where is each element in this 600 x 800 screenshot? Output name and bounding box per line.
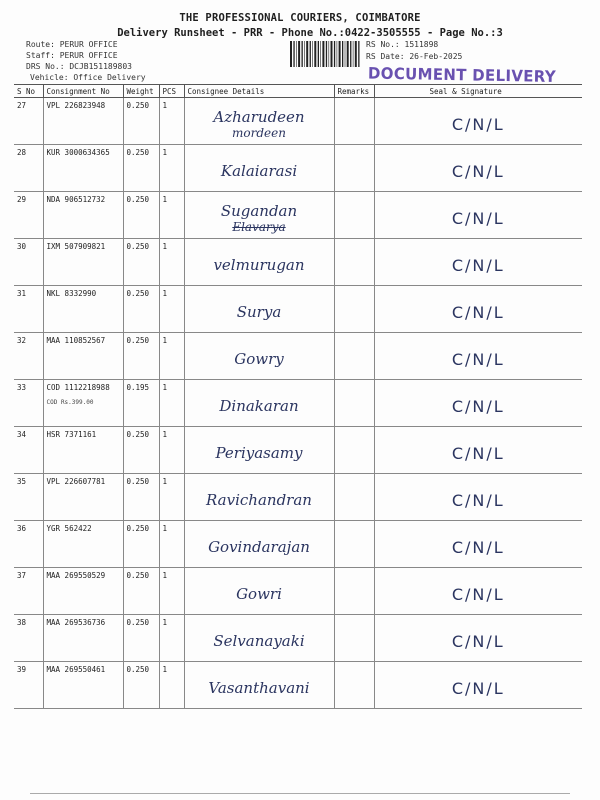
row-remarks <box>334 615 374 662</box>
row-sno: 33 <box>14 380 43 427</box>
row-sno: 38 <box>14 615 43 662</box>
row-pcs: 1 <box>159 239 184 286</box>
row-consignee <box>184 380 334 427</box>
consignment-number: COD 1112218988 <box>46 383 110 392</box>
barcode-bar <box>314 41 316 67</box>
col-weight: Weight <box>123 85 159 98</box>
barcode-bar <box>329 41 330 67</box>
barcode-bar <box>302 41 303 67</box>
barcode-bar <box>306 41 308 67</box>
row-consignment <box>43 286 123 333</box>
consignee-name-extra: mordeen <box>232 126 286 140</box>
barcode-bar <box>334 41 335 67</box>
barcode-bar <box>350 41 351 67</box>
runsheet-table <box>14 84 582 709</box>
row-remarks <box>334 286 374 333</box>
row-consignee <box>184 192 334 239</box>
rs-number: RS No.: 1511898 <box>366 40 439 49</box>
col-remarks: Remarks <box>334 85 374 98</box>
row-consignee <box>184 239 334 286</box>
barcode-bar <box>320 41 321 67</box>
row-remarks <box>334 427 374 474</box>
row-sno: 29 <box>14 192 43 239</box>
table-row <box>14 239 582 286</box>
row-consignee <box>184 98 334 145</box>
consignment-number: YGR 562422 <box>46 524 92 533</box>
row-pcs: 1 <box>159 145 184 192</box>
row-seal-signature: C/N/L <box>374 192 582 239</box>
row-seal-signature: C/N/L <box>374 145 582 192</box>
row-consignee <box>184 474 334 521</box>
consignee-name: Selvanayaki <box>213 632 305 650</box>
consignment-number: VPL 226823948 <box>46 101 106 110</box>
row-sno: 34 <box>14 427 43 474</box>
consignment-number: MAA 269550529 <box>46 571 106 580</box>
barcode-bar <box>353 41 354 67</box>
barcode-image <box>290 41 360 67</box>
row-pcs: 1 <box>159 662 184 709</box>
row-consignee <box>184 286 334 333</box>
row-sno: 28 <box>14 145 43 192</box>
row-consignee <box>184 662 334 709</box>
row-remarks <box>334 239 374 286</box>
row-consignee <box>184 333 334 380</box>
staff-label: Staff: PERUR OFFICE <box>26 51 118 60</box>
consignment-number: MAA 110852567 <box>46 336 106 345</box>
rs-date: RS Date: 26-Feb-2025 <box>366 52 463 61</box>
barcode-bar <box>355 41 357 67</box>
row-consignment <box>43 98 123 145</box>
row-pcs: 1 <box>159 333 184 380</box>
barcode-bar <box>345 41 346 67</box>
consignment-number: IXM 507909821 <box>46 242 106 251</box>
row-consignment <box>43 521 123 568</box>
row-remarks <box>334 333 374 380</box>
row-sno: 32 <box>14 333 43 380</box>
row-sno: 36 <box>14 521 43 568</box>
row-pcs: 1 <box>159 615 184 662</box>
page-bottom-rule <box>30 793 570 794</box>
consignment-number: NDA 906512732 <box>46 195 106 204</box>
table-row <box>14 427 582 474</box>
row-seal-signature: C/N/L <box>374 333 582 380</box>
row-seal-signature: C/N/L <box>374 521 582 568</box>
table-row <box>14 380 582 427</box>
table-row <box>14 615 582 662</box>
consignee-name-extra: Elavarya <box>232 220 286 234</box>
row-consignee <box>184 427 334 474</box>
barcode-bar <box>293 41 294 67</box>
consignee-name: Vasanthavani <box>208 679 310 697</box>
row-remarks <box>334 568 374 615</box>
table-row <box>14 333 582 380</box>
row-seal-signature: C/N/L <box>374 615 582 662</box>
row-weight: 0.250 <box>123 286 159 333</box>
row-remarks <box>334 192 374 239</box>
barcode-bar <box>296 41 297 67</box>
row-pcs: 1 <box>159 474 184 521</box>
row-consignment <box>43 145 123 192</box>
consignee-name: Sugandan <box>220 202 298 220</box>
row-sno: 37 <box>14 568 43 615</box>
row-sno: 39 <box>14 662 43 709</box>
row-pcs: 1 <box>159 98 184 145</box>
consignment-number: HSR 7371161 <box>46 430 97 439</box>
row-sno: 31 <box>14 286 43 333</box>
table-row <box>14 192 582 239</box>
row-sno: 35 <box>14 474 43 521</box>
row-consignment <box>43 239 123 286</box>
table-row <box>14 286 582 333</box>
row-consignment <box>43 568 123 615</box>
consignee-name: Gowry <box>234 350 284 368</box>
row-seal-signature: C/N/L <box>374 662 582 709</box>
row-weight: 0.250 <box>123 474 159 521</box>
route-label: Route: PERUR OFFICE <box>26 40 118 49</box>
barcode-bar <box>337 41 338 67</box>
col-consignment: Consignment No <box>43 85 123 98</box>
row-consignee <box>184 568 334 615</box>
row-weight: 0.250 <box>123 333 159 380</box>
consignee-name: Govindarajan <box>208 538 310 556</box>
row-pcs: 1 <box>159 192 184 239</box>
row-consignment <box>43 333 123 380</box>
consignment-number: MAA 269550461 <box>46 665 106 674</box>
row-seal-signature: C/N/L <box>374 474 582 521</box>
consignee-name: Surya <box>236 303 282 321</box>
barcode-bar <box>312 41 313 67</box>
row-weight: 0.250 <box>123 239 159 286</box>
barcode-bar <box>339 41 341 67</box>
document-delivery-stamp: DOCUMENT DELIVERY <box>367 63 557 87</box>
row-pcs: 1 <box>159 521 184 568</box>
barcode-bar <box>347 41 349 67</box>
row-sno: 27 <box>14 98 43 145</box>
row-consignment <box>43 615 123 662</box>
row-remarks <box>334 521 374 568</box>
row-pcs: 1 <box>159 380 184 427</box>
row-remarks <box>334 145 374 192</box>
consignee-name: Ravichandran <box>206 491 312 509</box>
row-pcs: 1 <box>159 286 184 333</box>
row-sno: 30 <box>14 239 43 286</box>
company-title: THE PROFESSIONAL COURIERS, COIMBATORE <box>179 12 421 24</box>
row-weight: 0.250 <box>123 427 159 474</box>
consignment-number: MAA 269536736 <box>46 618 106 627</box>
barcode-bar <box>298 41 300 67</box>
col-consignee: Consignee Details <box>184 85 334 98</box>
consignment-number: NKL 8332990 <box>46 289 97 298</box>
consignee-name: Kalaiarasi <box>220 162 298 180</box>
consignee-name: Azharudeen <box>213 108 305 126</box>
table-row <box>14 568 582 615</box>
row-remarks <box>334 474 374 521</box>
row-seal-signature: C/N/L <box>374 380 582 427</box>
row-consignee <box>184 615 334 662</box>
barcode-bar <box>342 41 343 67</box>
table-row <box>14 521 582 568</box>
row-seal-signature: C/N/L <box>374 286 582 333</box>
row-consignee <box>184 145 334 192</box>
row-consignment <box>43 427 123 474</box>
row-weight: 0.250 <box>123 145 159 192</box>
consignment-number: VPL 226607781 <box>46 477 106 486</box>
table-row <box>14 662 582 709</box>
row-weight: 0.195 <box>123 380 159 427</box>
consignee-name: velmurugan <box>213 256 305 274</box>
row-pcs: 1 <box>159 568 184 615</box>
consignee-name: Dinakaran <box>219 397 299 415</box>
table-row <box>14 474 582 521</box>
row-weight: 0.250 <box>123 568 159 615</box>
row-consignment <box>43 662 123 709</box>
barcode-bar <box>318 41 319 67</box>
row-consignee <box>184 521 334 568</box>
row-pcs: 1 <box>159 427 184 474</box>
row-remarks <box>334 662 374 709</box>
row-seal-signature: C/N/L <box>374 568 582 615</box>
row-remarks <box>334 98 374 145</box>
row-weight: 0.250 <box>123 192 159 239</box>
barcode-bar <box>358 41 359 67</box>
table-row <box>14 98 582 145</box>
row-remarks <box>334 380 374 427</box>
barcode-bar <box>331 41 333 67</box>
col-seal: Seal & Signature <box>374 85 582 98</box>
barcode-bar <box>310 41 311 67</box>
consignee-name: Gowri <box>236 585 282 603</box>
row-seal-signature: C/N/L <box>374 98 582 145</box>
row-consignment <box>43 380 123 427</box>
row-weight: 0.250 <box>123 98 159 145</box>
cod-amount: COD Rs.399.00 <box>46 399 94 406</box>
row-seal-signature: C/N/L <box>374 427 582 474</box>
consignee-name: Periyasamy <box>215 444 303 462</box>
vehicle-label: Vehicle: Office Delivery <box>30 73 146 82</box>
row-weight: 0.250 <box>123 521 159 568</box>
barcode-bar <box>304 41 305 67</box>
row-weight: 0.250 <box>123 662 159 709</box>
runsheet-subtitle: Delivery Runsheet - PRR - Phone No.:0422-3505555 - Page No.:3 <box>117 27 503 39</box>
barcode-bar <box>326 41 327 67</box>
col-sno: S No <box>14 85 43 98</box>
row-weight: 0.250 <box>123 615 159 662</box>
barcode-bar <box>290 41 292 67</box>
row-seal-signature: C/N/L <box>374 239 582 286</box>
consignment-number: KUR 3000634365 <box>46 148 110 157</box>
row-consignment <box>43 192 123 239</box>
drs-number: DRS No.: DCJB151189803 <box>26 62 132 71</box>
barcode-bar <box>322 41 324 67</box>
col-pcs: PCS <box>159 85 184 98</box>
table-row <box>14 145 582 192</box>
row-consignment <box>43 474 123 521</box>
table-header-row <box>14 85 582 98</box>
